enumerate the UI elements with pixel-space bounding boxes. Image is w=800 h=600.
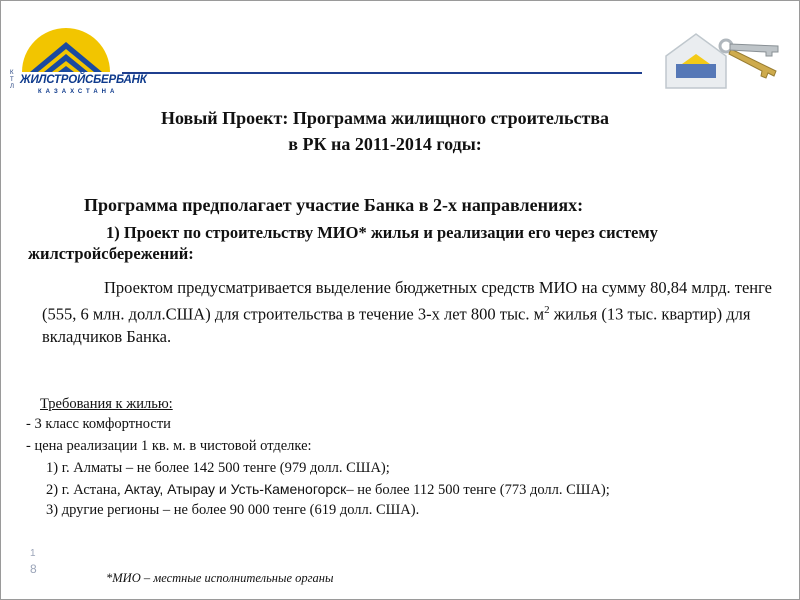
price-almaty: 1) г. Алматы – не более 142 500 тенге (979 долл. США); — [46, 460, 390, 476]
header-divider — [122, 72, 642, 74]
brand-subtitle: КАЗАХСТАНА — [38, 89, 119, 95]
page-number-bottom: 8 — [30, 562, 37, 576]
requirements-title: Требования к жилью: — [40, 396, 173, 412]
project-paragraph: Проектом предусматривается выделение бюджетных средств МИО на сумму 80,84 млрд. тенге (555, 6 млн. долл.США) для строительства в течение 3-х лет 800 тыс. $м^2$ жилья (13 тыс. квартир) для вкладчиков Банка. — [42, 278, 772, 346]
superscript-2: 2 — [544, 304, 550, 316]
keys-with-house-keychain-icon — [646, 16, 786, 106]
brand-name: ЖИЛСТРОЙСБЕРБАНК — [20, 74, 147, 86]
requirement-item-price: - цена реализации 1 кв. м. в чистовой отделке: — [26, 438, 312, 454]
program-subtitle: Программа предполагает участие Банка в 2-х направлениях: — [84, 195, 584, 215]
price-astana-aktau-atyrau-ustkamenogorsk: 2) г. Астана, Актау, Атырау и Усть-Каменогорск– не более 112 500 тенге (773 долл. США); — [46, 481, 610, 498]
logo-side-letters: К Т Л — [10, 70, 14, 90]
requirement-item-comfort: - 3 класс комфортности — [26, 416, 171, 432]
page-title-line1: Новый Проект: Программа жилищного строительства — [160, 108, 610, 128]
price-other-regions: 3) другие регионы – не более 90 000 тенге (619 долл. США). — [46, 502, 420, 518]
page-number-top: 1 — [30, 548, 36, 559]
page-title-line2: в РК на 2011-2014 годы: — [288, 134, 482, 154]
direction-1-heading: 1) Проект по строительству МИО* жилья и реализации его через систему жилстройсбережений: — [28, 223, 658, 263]
footnote: *МИО – местные исполнительные органы — [106, 571, 334, 585]
